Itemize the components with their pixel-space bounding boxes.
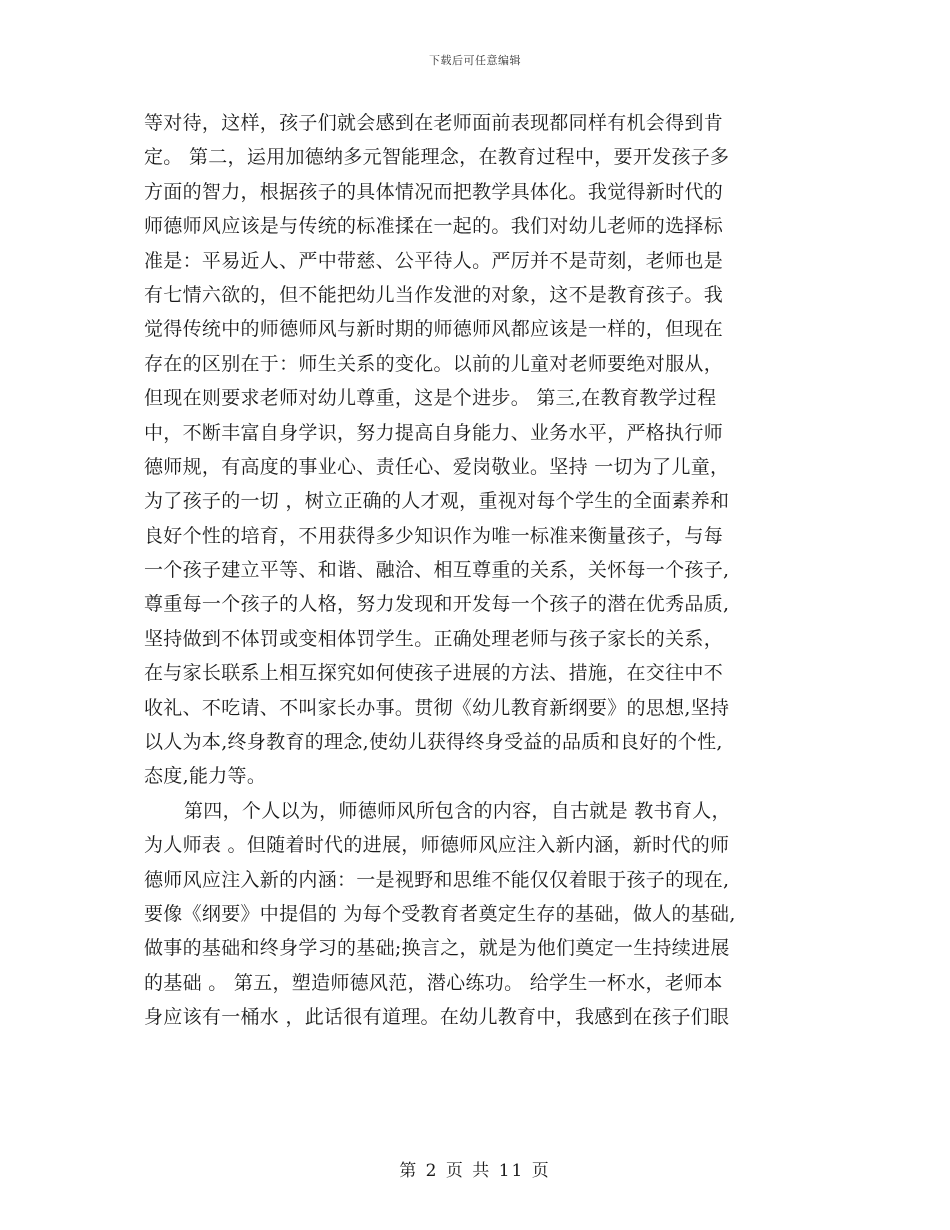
text-line: 但现在则要求老师对幼儿尊重，这是个进步。 第三,在教育教学过程 xyxy=(144,387,717,410)
text-line: 要像《纲要》中提倡的 为每个受教育者奠定生存的基础，做人的基础, xyxy=(144,902,736,925)
text-line: 师德师风应该是与传统的标准揉在一起的。我们对幼儿老师的选择标 xyxy=(144,215,724,238)
text-line: 在与家长联系上相互探究如何使孩子进展的方法、措施，在交往中不 xyxy=(144,662,724,685)
text-line: 觉得传统中的师德师风与新时期的师德师风都应该是一样的，但现在 xyxy=(144,318,724,341)
text-line: 身应该有一桶水 ，此话很有道理。在幼儿教育中，我感到在孩子们眼 xyxy=(144,1006,730,1029)
page-header: 下载后可任意编辑 xyxy=(429,54,521,67)
paragraph-start-line: 第四，个人以为，师德师风所包含的内容，自古就是 教书育人， xyxy=(184,799,731,822)
text-line: 收礼、不吃请、不叫家长办事。贯彻《幼儿教育新纲要》的思想,坚持 xyxy=(144,696,730,719)
text-line: 的基础 。 第五，塑造师德风范，潜心练功。 给学生一杯水，老师本 xyxy=(144,971,723,994)
document-body xyxy=(144,106,814,1035)
text-line: 良好个性的培育，不用获得多少知识作为唯一标准来衡量孩子，与每 xyxy=(144,524,724,547)
text-line: 一个孩子建立平等、和谐、融洽、相互尊重的关系，关怀每一个孩子, xyxy=(144,559,730,582)
text-line: 态度,能力等。 xyxy=(144,765,267,788)
text-line: 坚持做到不体罚或变相体罚学生。正确处理老师与孩子家长的关系， xyxy=(144,627,724,650)
text-line: 准是：平易近人、严中带慈、公平待人。严厉并不是苛刻，老师也是 xyxy=(144,249,724,272)
text-line: 德师风应注入新的内涵：一是视野和思维不能仅仅着眼于孩子的现在, xyxy=(144,868,730,891)
page-number-footer: 第 2 页 共 11 页 xyxy=(399,1161,551,1181)
text-line: 定。 第二，运用加德纳多元智能理念，在教育过程中，要开发孩子多 xyxy=(144,146,730,169)
text-line: 做事的基础和终身学习的基础;换言之，就是为他们奠定一生持续进展 xyxy=(144,937,730,960)
text-line: 德师规，有高度的事业心、责任心、爱岗敬业。坚持 一切为了儿童， xyxy=(144,455,730,478)
text-line: 尊重每一个孩子的人格，努力发现和开发每一个孩子的潜在优秀品质, xyxy=(144,593,730,616)
text-line: 有七情六欲的，但不能把幼儿当作发泄的对象，这不是教育孩子。我 xyxy=(144,283,724,306)
text-line: 存在的区别在于：师生关系的变化。以前的儿童对老师要绝对服从， xyxy=(144,352,724,375)
text-line: 为了孩子的一切 ，树立正确的人才观，重视对每个学生的全面素养和 xyxy=(144,490,730,513)
text-line: 等对待，这样，孩子们就会感到在老师面前表现都同样有机会得到肯 xyxy=(144,112,724,134)
text-line: 为人师表 。但随着时代的进展，师德师风应注入新内涵，新时代的师 xyxy=(144,834,730,857)
text-line: 中，不断丰富自身学识，努力提高自身能力、业务水平，严格执行师 xyxy=(144,421,724,444)
text-line: 方面的智力，根据孩子的具体情况而把教学具体化。我觉得新时代的 xyxy=(144,180,724,203)
text-line: 以人为本,终身教育的理念,使幼儿获得终身受益的品质和良好的个性, xyxy=(144,731,723,754)
